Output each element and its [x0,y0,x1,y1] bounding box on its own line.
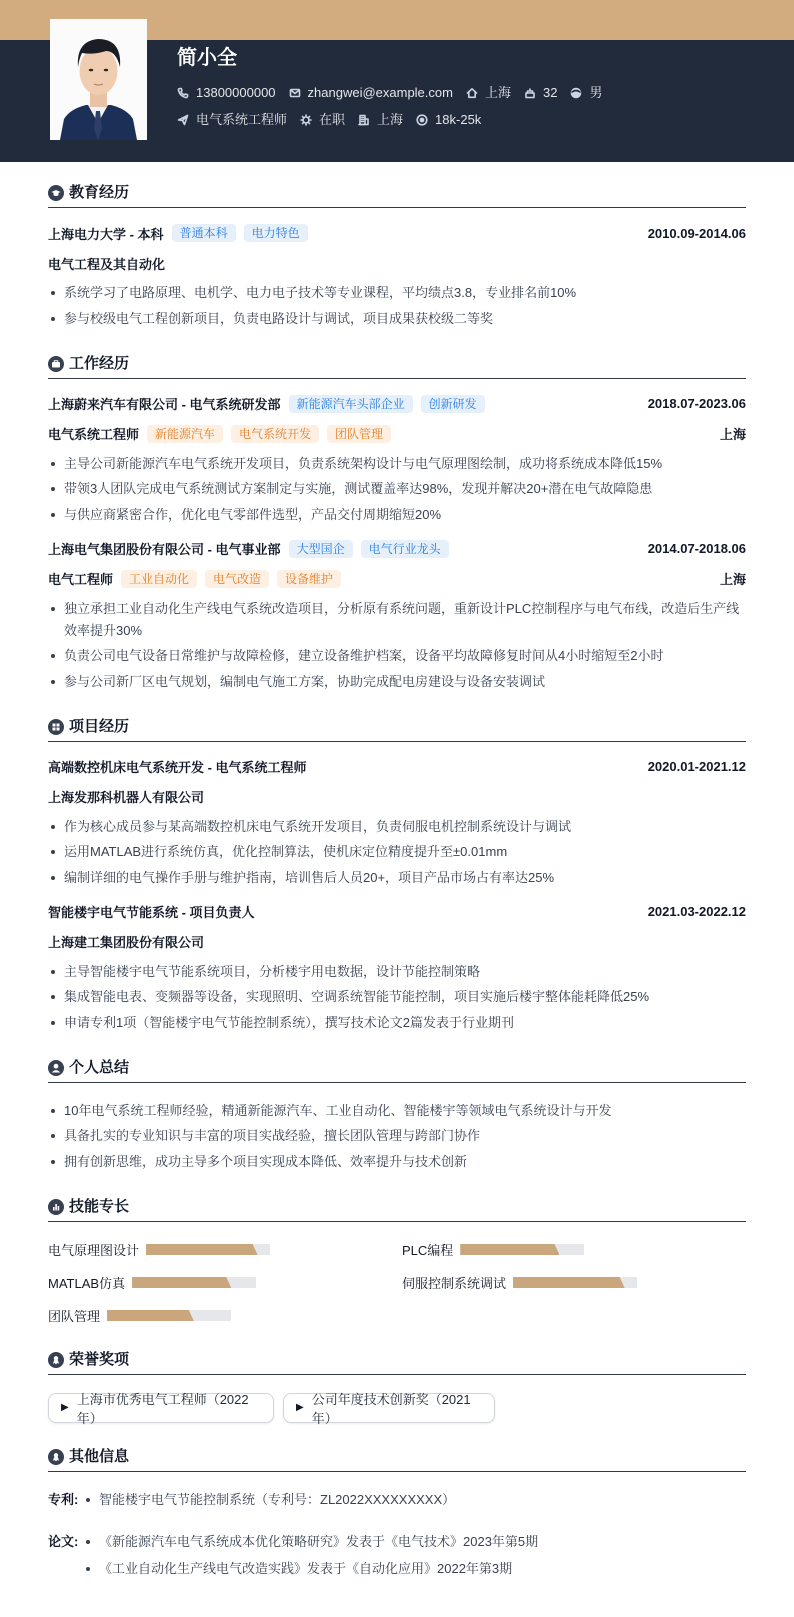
gender-text: 男 [589,85,603,100]
skill-item [402,1240,746,1260]
skill-item [48,1240,402,1260]
role-tag: 电气系统开发 [231,425,319,443]
entry-header-row [48,757,746,777]
role-tag: 设备维护 [277,570,341,588]
entry-date: 2010.09-2014.06 [647,225,746,241]
status-icon [300,114,312,126]
resume-header [0,0,794,162]
skill-name: PLC编程 [402,1243,454,1258]
bullet-item: 带领3人团队完成电气系统测试方案制定与实施，测试覆盖率达98%，发现并解决20+潜在电气故障隐患 [48,478,746,500]
salary-icon [416,114,428,126]
contact-info-row [177,84,602,102]
award-icon [48,1352,64,1368]
paper-label: 论文: [48,1533,79,1549]
email-item [289,84,453,102]
job-status-text: 在职 [319,112,346,127]
phone-item [177,84,276,102]
resume-body [0,181,794,1604]
bullet-item: 与供应商紧密合作，优化电气零部件选型，产品交付周期缩短20% [48,504,746,526]
job-intent-item [177,111,287,129]
section-title-text: 荣誉奖项 [69,1350,130,1368]
company-tag: 创新研发 [421,395,485,413]
skill-progress-bar [107,1310,231,1321]
skill-progress-fill [513,1277,625,1288]
project-company: 上海发那科机器人有限公司 [48,790,205,805]
section-heading [48,1348,746,1375]
skill-progress-fill [460,1244,559,1255]
role-tag: 团队管理 [327,425,391,443]
projects-section [48,715,746,1034]
section-heading [48,1195,746,1222]
bullet-item: 独立承担工业自动化生产线电气系统改造项目，分析原有系统问题，重新设计PLC控制程序与电气布线，改造后生产线效率提升30% [48,598,746,642]
skill-item [48,1306,402,1326]
bullet-item: 参与校级电气工程创新项目，负责电路设计与调试，项目成果获校级二等奖 [48,308,746,330]
section-title-text: 教育经历 [69,184,130,201]
role-row [48,424,746,444]
education-entry [48,223,746,330]
mail-icon [289,87,301,99]
entry-subtitle-row [48,253,746,273]
project-entry [48,757,746,889]
project-company-row [48,787,746,807]
role-tag: 电气改造 [205,570,269,588]
award-text: 公司年度技术创新奖（2021年） [311,1391,471,1426]
school-tag: 电力特色 [244,224,308,242]
awards-section [48,1348,746,1426]
entry-date: 2014.07-2018.06 [647,541,746,556]
age-item [524,84,557,102]
project-title: 智能楼宇电气节能系统 - 项目负责人 [48,905,255,920]
entry-bullets [48,282,746,330]
role-name: 电气工程师 [48,572,114,587]
bullet-item: 主导公司新能源汽车电气系统开发项目，负责系统架构设计与电气原理图绘制，成功将系统成本降低15% [48,453,746,475]
skill-name: 伺服控制系统调试 [402,1276,507,1291]
bullet-item: 作为核心成员参与某高端数控机床电气系统开发项目，负责伺服电机控制系统设计与调试 [48,816,746,838]
paper-item: 《新能源汽车电气系统成本优化策略研究》发表于《电气技术》2023年第5期 [80,1531,538,1553]
awards-list [48,1391,746,1426]
bullet-item: 10年电气系统工程师经验，精通新能源汽车、工业自动化、智能楼宇等领域电气系统设计与开发 [48,1100,746,1122]
major-name: 电气工程及其自动化 [48,256,166,272]
bullet-item: 具备扎实的专业知识与丰富的项目实战经验，擅长团队管理与跨部门协作 [48,1125,746,1147]
entry-title-group [48,539,449,558]
candidate-name: 简小全 [177,47,237,69]
email-text: zhangwei@example.com [307,85,453,100]
entry-title-group [48,224,308,243]
skills-grid [48,1240,746,1326]
entry-bullets [48,816,746,889]
bullet-item: 编制详细的电气操作手册与维护指南，培训售后人员20+，项目产品市场占有率达25% [48,867,746,889]
project-title: 高端数控机床电气系统开发 - 电气系统工程师 [48,760,307,775]
summary-bullets [48,1100,746,1173]
job-info-row [177,111,481,129]
section-title-text: 其他信息 [69,1447,130,1465]
role-group [48,569,341,588]
paper-list [80,1531,538,1585]
role-name: 电气系统工程师 [48,427,140,442]
entry-date: 2020.01-2021.12 [647,759,746,774]
building-icon [358,114,370,126]
paper-item: 《工业自动化生产线电气改造实践》发表于《自动化应用》2022年第3期 [80,1558,538,1580]
other-info-section [48,1445,746,1585]
paper-group [48,1531,746,1585]
section-title-text: 技能专长 [69,1197,130,1215]
gender-item [570,84,602,102]
skill-progress-fill [132,1277,231,1288]
salary-text: 18k-25k [435,112,482,127]
bullet-item: 拥有创新思维，成功主导多个项目实现成本降低、效率提升与技术创新 [48,1151,746,1173]
role-tag: 工业自动化 [121,570,197,588]
bullet-item: 申请专利1项（智能楼宇电气节能控制系统），撰写技术论文2篇发表于行业期刊 [48,1012,746,1034]
patent-list [80,1489,455,1516]
award-item[interactable] [283,1391,495,1426]
bullet-item: 主导智能楼宇电气节能系统项目，分析楼宇用电数据，设计节能控制策略 [48,961,746,983]
job-status-item [300,111,345,129]
company-tag: 新能源汽车头部企业 [289,395,413,413]
skills-section [48,1195,746,1326]
age-icon [524,87,536,99]
patent-group [48,1489,746,1516]
patent-label: 专利: [48,1491,79,1507]
section-heading [48,1445,746,1472]
section-title-text: 项目经历 [69,717,130,735]
entry-title-group [48,394,485,413]
entry-bullets [48,961,746,1034]
skill-progress-fill [146,1244,258,1255]
target-city-item [358,111,403,129]
section-heading [48,352,746,379]
role-row [48,569,746,589]
entry-bullets [48,453,746,526]
section-heading [48,1056,746,1083]
entry-header-row [48,902,746,922]
skill-name: 电气原理图设计 [48,1243,140,1258]
phone-icon [177,87,189,99]
award-text: 上海市优秀电气工程师（2022年） [76,1391,249,1426]
play-triangle-icon: ▶ [61,1402,69,1413]
company-name: 上海电气集团股份有限公司 - 电气事业部 [48,542,281,557]
skill-progress-bar [146,1244,270,1255]
section-title-text: 工作经历 [69,354,130,372]
skill-item [402,1273,746,1293]
target-city-text: 上海 [377,112,404,127]
role-tag: 新能源汽车 [147,425,223,443]
entry-date: 2018.07-2023.06 [647,396,746,411]
company-tag: 电气行业龙头 [361,540,449,558]
entry-header-row [48,394,746,414]
bullet-item: 参与公司新厂区电气规划，编制电气施工方案，协助完成配电房建设与设备安装调试 [48,671,746,693]
entry-bullets [48,598,746,693]
info-badge-icon [48,1449,64,1465]
work-location: 上海 [719,427,746,442]
age-text: 32 [542,85,558,100]
skill-progress-bar [513,1277,637,1288]
salary-item [416,111,481,129]
school-tag: 普通本科 [172,224,236,242]
entry-header-row [48,539,746,559]
work-entry [48,539,746,693]
school-name: 上海电力大学 - 本科 [48,226,164,242]
user-icon [48,1060,64,1076]
company-tag: 大型国企 [289,540,353,558]
entry-date: 2021.03-2022.12 [647,904,746,919]
phone-text: 13800000000 [196,85,276,100]
profile-photo [50,19,147,140]
work-section [48,352,746,693]
portrait-image [50,19,147,140]
project-entry [48,902,746,1034]
skill-progress-bar [460,1244,584,1255]
skill-item [48,1273,402,1293]
work-entry [48,394,746,526]
section-title-text: 个人总结 [69,1058,130,1076]
gender-icon [570,87,582,99]
skill-name: MATLAB仿真 [48,1276,126,1291]
home-icon [466,87,478,99]
city-text: 上海 [484,85,511,100]
bullet-item: 集成智能电表、变频器等设备，实现照明、空调系统智能节能控制，项目实施后楼宇整体能耗降低25% [48,986,746,1008]
skill-name: 团队管理 [48,1309,101,1324]
role-group [48,424,391,443]
skill-progress-bar [132,1277,256,1288]
bar-chart-icon [48,1199,64,1215]
patent-item: 智能楼宇电气节能控制系统（专利号：ZL2022XXXXXXXXX） [80,1489,455,1511]
bullet-item: 系统学习了电路原理、电机学、电力电子技术等专业课程，平均绩点3.8，专业排名前10% [48,282,746,304]
play-triangle-icon: ▶ [296,1402,304,1413]
city-item [466,84,511,102]
send-icon [177,114,189,126]
section-heading [48,715,746,742]
work-location: 上海 [719,572,746,587]
skill-progress-fill [107,1310,194,1321]
bullet-item: 负责公司电气设备日常维护与故障检修，建立设备维护档案，设备平均故障修复时间从4小时缩短至2小时 [48,645,746,667]
graduation-cap-icon [48,185,64,201]
project-company-row [48,932,746,952]
briefcase-icon [48,356,64,372]
job-intent-text: 电气系统工程师 [196,112,288,127]
award-item[interactable] [48,1391,274,1426]
project-company: 上海建工集团股份有限公司 [48,935,205,950]
grid-icon [48,719,64,735]
section-heading [48,181,746,208]
summary-section [48,1056,746,1173]
company-name: 上海蔚来汽车有限公司 - 电气系统研发部 [48,397,281,412]
education-section [48,181,746,330]
bullet-item: 运用MATLAB进行系统仿真，优化控制算法，使机床定位精度提升至±0.01mm [48,841,746,863]
entry-header-row [48,223,746,243]
